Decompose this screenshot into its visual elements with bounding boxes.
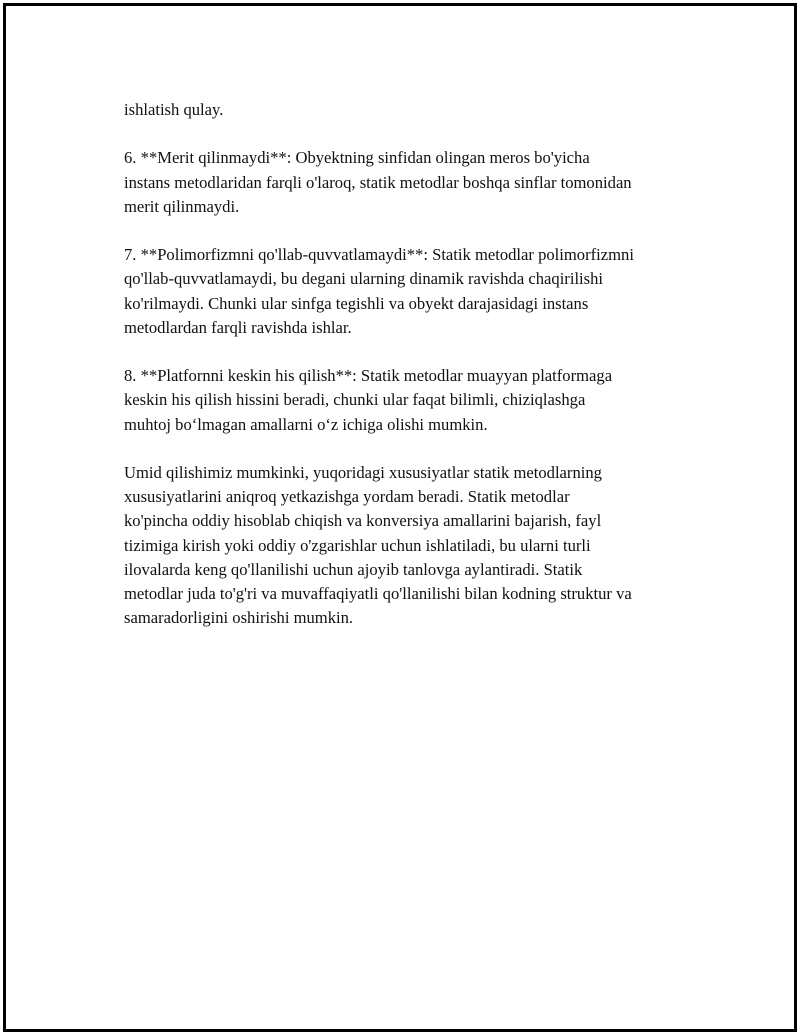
paragraph-item-7: 7. **Polimorfizmni qo'llab-quvvatlamaydi**: Statik metodlar polimorfizmni qo'llab-quvvatlamaydi, bu degani ularning dinamik ravishda chaqirilishi ko'rilmaydi. Chunki ular sinfga tegishli va obyekt darajasidagi instans metodlardan farqli ravishda ishlar. xyxy=(124,245,634,337)
paragraph-conclusion: Umid qilishimiz mumkinki, yuqoridagi xususiyatlar statik metodlarning xususiyatlarini aniqroq yetkazishga yordam beradi. Statik metodlar ko'pincha oddiy hisoblab chiqish va konversiya amallarini bajarish, fayl tizimiga kirish yoki oddiy o'zgarishlar uchun ishlatiladi, bu ularni turli ilovalarda keng qo'llanilishi uchun ajoyib tanlovga aylantiradi. Statik metodlar juda to'g'ri va muvaffaqiyatli qo'llanilishi bilan kodning struktur va samaradorligini oshirishi mumkin. xyxy=(124,462,632,628)
paragraph-continuation: ishlatish qulay. xyxy=(124,100,224,119)
page-frame xyxy=(3,3,797,1032)
document-body xyxy=(124,98,694,655)
paragraph-item-6: 6. **Merit qilinmaydi**: Obyektning sinfidan olingan meros bo'yicha instans metodlaridan farqli o'laroq, statik metodlar boshqa sinflar tomonidan merit qilinmaydi. xyxy=(124,148,632,216)
paragraph-item-8: 8. **Platfornni keskin his qilish**: Statik metodlar muayyan platformaga keskin his qilish hissini beradi, chunki ular faqat bilimli, chiziqlashga muhtoj bo‘lmagan amallarni o‘z ichiga olishi mumkin. xyxy=(124,366,613,434)
